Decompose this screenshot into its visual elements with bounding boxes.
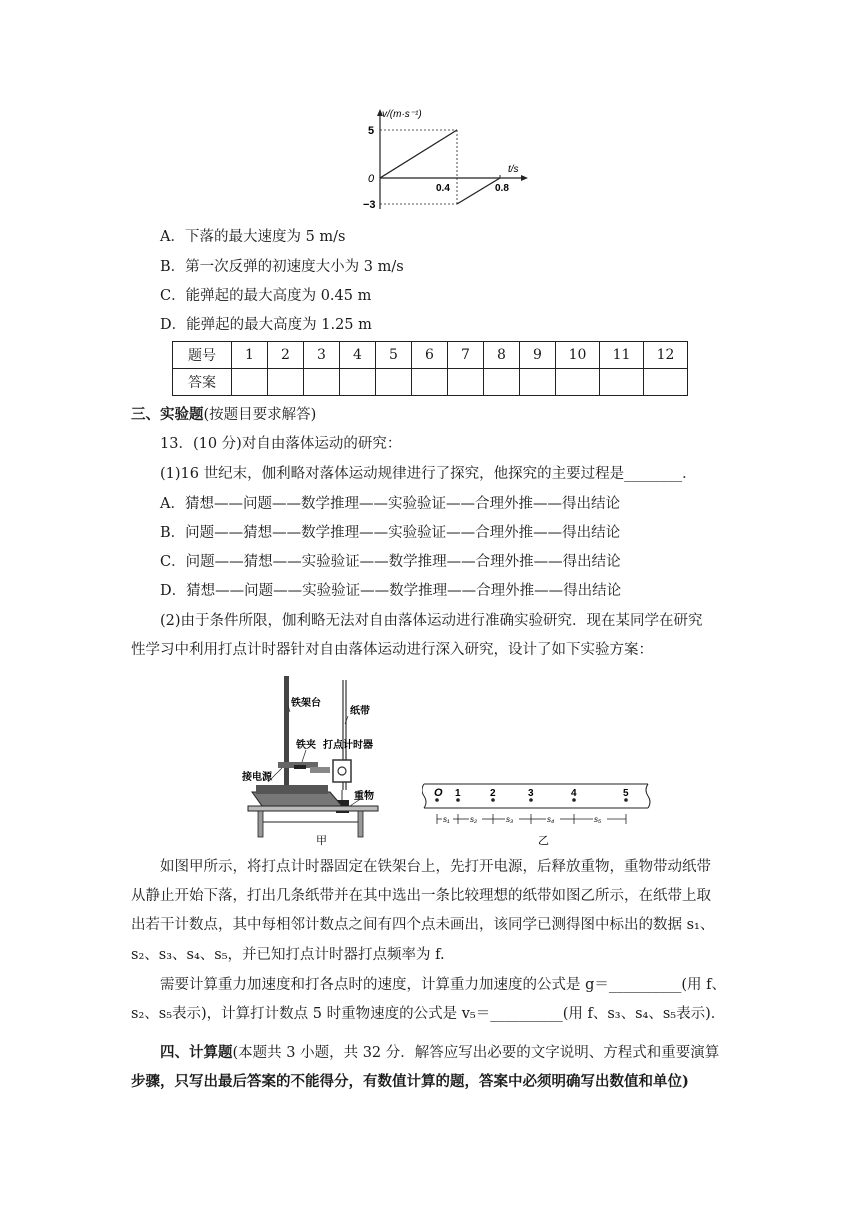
answer-cell[interactable] bbox=[412, 369, 448, 396]
graph-segment-falling bbox=[380, 130, 457, 178]
desc-line-1: 如图甲所示，将打点计时器固定在铁架台上，先打开电源，后释放重物，重物带动纸带 bbox=[160, 859, 711, 875]
table-cell-number: 3 bbox=[304, 342, 340, 369]
segment-s3: s₃ bbox=[506, 815, 514, 824]
q13-option-b: B．问题——猜想——数学推理——实验验证——合理外推——得出结论 bbox=[160, 525, 621, 541]
segment-s1: s₁ bbox=[443, 815, 450, 824]
q12-option-a: A．下落的最大速度为 5 m/s bbox=[160, 229, 346, 245]
graph-segment-rebound bbox=[457, 178, 500, 204]
desc-line-4: s₂、s₃、s₄、s₅，并已知打点计时器打点频率为 f. bbox=[131, 947, 445, 963]
section-3-heading bbox=[131, 405, 316, 425]
answer-table bbox=[172, 341, 688, 396]
figure-caption-jia: 甲 bbox=[316, 835, 327, 847]
segment-s2: s₂ bbox=[470, 815, 478, 824]
q13-option-d: D．猜想——问题——实验验证——数学推理——合理外推——得出结论 bbox=[160, 583, 622, 599]
velocity-time-graph bbox=[360, 105, 530, 215]
q12-option-b: B．第一次反弹的初速度大小为 3 m/s bbox=[160, 259, 404, 275]
table-cell-number: 11 bbox=[600, 342, 644, 369]
table-cell-number: 8 bbox=[484, 342, 520, 369]
x-tick-0.8: 0.8 bbox=[495, 183, 509, 194]
answer-cell[interactable] bbox=[644, 369, 688, 396]
section-3-title: 三、实验题 bbox=[131, 406, 204, 423]
table-cell-number: 6 bbox=[412, 342, 448, 369]
table-cell-number: 1 bbox=[232, 342, 268, 369]
answer-cell[interactable] bbox=[268, 369, 304, 396]
y-tick-neg3: −3 bbox=[363, 199, 376, 211]
answer-cell[interactable] bbox=[556, 369, 600, 396]
table-cell-number: 10 bbox=[556, 342, 600, 369]
answer-cell[interactable] bbox=[376, 369, 412, 396]
answer-cell[interactable] bbox=[304, 369, 340, 396]
q12-option-c: C．能弹起的最大高度为 0.45 m bbox=[160, 288, 372, 304]
q13-option-c: C．问题——猜想——实验验证——数学推理——合理外推——得出结论 bbox=[160, 554, 621, 570]
table-cell-number: 5 bbox=[376, 342, 412, 369]
section-4-title: 四、计算题 bbox=[160, 1044, 233, 1061]
table-cell-number: 12 bbox=[644, 342, 688, 369]
formula-line-1: 需要计算重力加速度和打各点时的速度，计算重力加速度的公式是 g＝__________(用 f、 bbox=[160, 977, 727, 993]
q13-part2-line2: 性学习中利用打点计时器针对自由落体运动进行深入研究，设计了如下实验方案： bbox=[131, 642, 653, 658]
x-axis-label: t/s bbox=[508, 164, 519, 175]
section-4-line-2: 步骤，只写出最后答案的不能得分，有数值计算的题，答案中必须明确写出数值和单位) bbox=[131, 1073, 689, 1090]
answer-cell[interactable] bbox=[448, 369, 484, 396]
apparatus-diagram bbox=[238, 672, 388, 850]
section-3-note: (按题目要求解答) bbox=[203, 407, 317, 423]
q13-option-a: A．猜想——问题——数学推理——实验验证——合理外推——得出结论 bbox=[160, 496, 620, 512]
table-cell-number: 7 bbox=[448, 342, 484, 369]
label-weight: 重物 bbox=[354, 791, 374, 802]
tape-label-1: 1 bbox=[455, 788, 461, 799]
answer-cell[interactable] bbox=[484, 369, 520, 396]
answer-cell[interactable] bbox=[232, 369, 268, 396]
label-power: 接电源 bbox=[242, 772, 272, 783]
segment-s5: s₅ bbox=[594, 815, 602, 824]
y-axis-label: v/(m·s⁻¹) bbox=[382, 109, 422, 120]
section-4-heading bbox=[160, 1043, 719, 1063]
section-4-note: (本题共 3 小题，共 32 分．解答应写出必要的文字说明、方程式和重要演算 bbox=[232, 1045, 720, 1061]
tape-label-5: 5 bbox=[623, 788, 629, 799]
segment-s4: s₄ bbox=[547, 815, 555, 824]
desc-line-3: 出若干计数点，其中每相邻计数点之间有四个点未画出，该同学已测得图中标出的数据 s₁、 bbox=[131, 917, 715, 933]
answer-cell[interactable] bbox=[600, 369, 644, 396]
q12-option-d: D．能弹起的最大高度为 1.25 m bbox=[160, 317, 372, 333]
table-header-answer: 答案 bbox=[173, 369, 232, 396]
tape-label-4: 4 bbox=[571, 788, 577, 799]
answer-cell[interactable] bbox=[520, 369, 556, 396]
answer-cell[interactable] bbox=[340, 369, 376, 396]
table-cell-number: 9 bbox=[520, 342, 556, 369]
table-cell-number: 2 bbox=[268, 342, 304, 369]
table-cell-number: 4 bbox=[340, 342, 376, 369]
desc-line-2: 从静止开始下落，打出几条纸带并在其中选出一条比较理想的纸带如图乙所示，在纸带上取 bbox=[131, 888, 711, 904]
tape-label-2: 2 bbox=[490, 788, 496, 799]
tape-label-o: O bbox=[434, 787, 443, 799]
formula-line-2: s₂、s₅表示)，计算打计数点 5 时重物速度的公式是 v₅＝__________(用 f、s₃、s₄、s₅表示)． bbox=[131, 1006, 726, 1022]
q13-stem: 13．(10 分)对自由落体运动的研究： bbox=[160, 436, 402, 452]
x-tick-0.4: 0.4 bbox=[436, 183, 450, 194]
table-header-question-no: 题号 bbox=[173, 342, 232, 369]
label-timer: 打点计时器 bbox=[323, 740, 373, 751]
label-iron-clamp: 铁夹 bbox=[296, 740, 316, 751]
paper-tape-diagram bbox=[422, 780, 658, 848]
label-paper-tape: 纸带 bbox=[350, 706, 370, 717]
figure-caption-yi: 乙 bbox=[538, 835, 549, 847]
origin-label: 0 bbox=[368, 173, 375, 185]
tape-label-3: 3 bbox=[528, 788, 534, 799]
q13-part1: (1)16 世纪末，伽利略对落体运动规律进行了探究，他探究的主要过程是________． bbox=[160, 466, 697, 482]
label-iron-stand: 铁架台 bbox=[291, 698, 321, 709]
y-tick-5: 5 bbox=[368, 125, 375, 137]
q13-part2-line1: (2)由于条件所限，伽利略无法对自由落体运动进行准确实验研究．现在某同学在研究 bbox=[160, 613, 703, 629]
